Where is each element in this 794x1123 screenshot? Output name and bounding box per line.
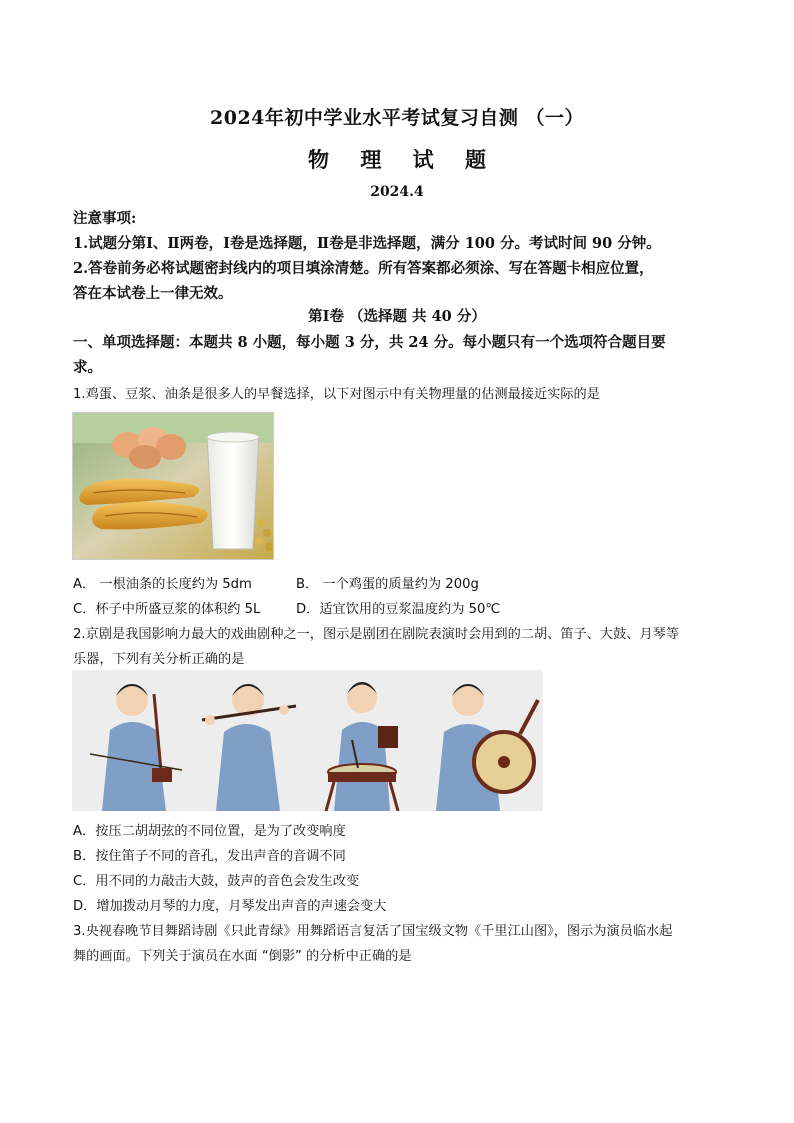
question-2-option-b: B．按住笛子不同的音孔，发出声音的音调不同 (73, 849, 346, 864)
question-1-option-c: C．杯子中所盛豆浆的体积约 5L (73, 602, 261, 617)
question-2-option-a: A．按压二胡胡弦的不同位置，是为了改变响度 (73, 824, 346, 839)
question-1-stem: 1.鸡蛋、豆浆、油条是很多人的早餐选择，以下对图示中有关物理量的估测最接近实际的是 (73, 387, 600, 402)
section-instruction: 一、单项选择题：本题共 8 小题，每小题 3 分，共 24 分。每小题只有一个选项符合题目要 (73, 334, 666, 351)
question-2-option-d: D．增加拨动月琴的力度，月琴发出声音的声速会变大 (73, 899, 387, 914)
section-instruction-cont: 求。 (73, 359, 102, 376)
question-1-option-b: B． 一个鸡蛋的质量约为 200g (296, 577, 479, 592)
notice-heading: 注意事项: (73, 210, 137, 227)
notice-item-2: 2.答卷前务必将试题密封线内的项目填涂清楚。所有答案都必须涂、写在答题卡相应位置， (73, 260, 654, 277)
notice-item-3: 答在本试卷上一律无效。 (73, 285, 233, 302)
question-1-option-d: D．适宜饮用的豆浆温度约为 50℃ (296, 602, 501, 617)
question-1-option-a: A． 一根油条的长度约为 5dm (73, 577, 252, 592)
instrument-players-illustration (72, 670, 543, 811)
breakfast-photo (72, 412, 274, 560)
exam-title: 2024年初中学业水平考试复习自测 （一） (210, 107, 584, 129)
exam-date: 2024.4 (370, 184, 424, 200)
question-2-stem-cont: 乐器，下列有关分析正确的是 (73, 652, 245, 667)
notice-item-1: 1.试题分第Ⅰ、Ⅱ两卷，Ⅰ卷是选择题，Ⅱ卷是非选择题，满分 100 分。考试时间 90 分钟。 (73, 235, 661, 252)
question-3-stem-cont: 舞的画面。下列关于演员在水面 “倒影” 的分析中正确的是 (73, 949, 412, 964)
question-2-stem: 2.京剧是我国影响力最大的戏曲剧种之一，图示是剧团在剧院表演时会用到的二胡、笛子、大鼓、月琴等 (73, 627, 680, 642)
section-title: 第Ⅰ卷 （选择题 共 40 分） (308, 308, 486, 325)
subject-title: 物 理 试 题 (308, 147, 498, 172)
question-3-stem: 3.央视春晚节目舞蹈诗剧《只此青绿》用舞蹈语言复活了国宝级文物《千里江山图》，图示为演员临水起 (73, 924, 673, 939)
question-2-option-c: C．用不同的力敲击大鼓，鼓声的音色会发生改变 (73, 874, 360, 889)
